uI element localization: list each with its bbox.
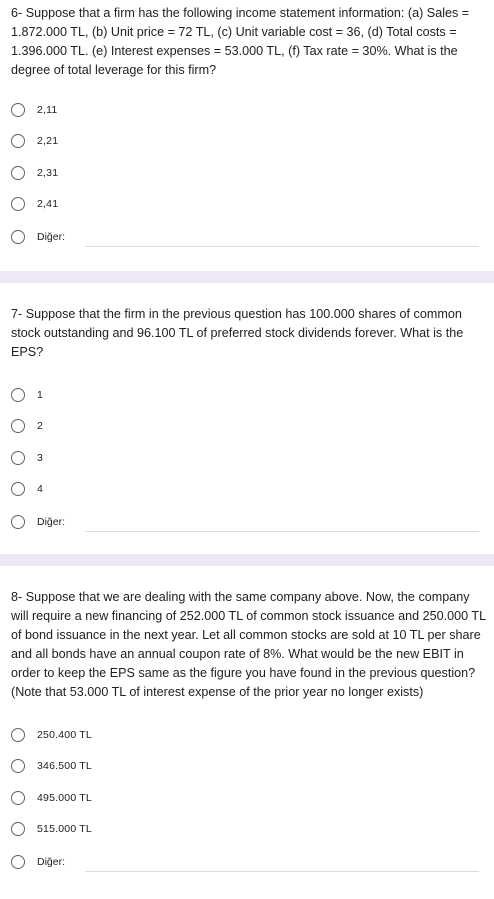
option-4[interactable] bbox=[0, 474, 494, 506]
option-other[interactable] bbox=[0, 845, 494, 879]
question-card-6 bbox=[0, 0, 494, 271]
other-text-input[interactable] bbox=[85, 228, 479, 247]
other-text-input[interactable] bbox=[85, 853, 479, 872]
option-2-11[interactable] bbox=[0, 94, 494, 126]
radio-button-icon[interactable] bbox=[11, 197, 25, 211]
option-495000[interactable] bbox=[0, 782, 494, 814]
option-label: 2,41 bbox=[37, 198, 59, 211]
option-346500[interactable] bbox=[0, 751, 494, 783]
option-3[interactable] bbox=[0, 442, 494, 474]
other-label: Diğer: bbox=[37, 231, 66, 243]
other-label: Diğer: bbox=[37, 516, 66, 528]
radio-button-icon[interactable] bbox=[11, 482, 25, 496]
options-list bbox=[0, 379, 494, 539]
option-label: 2,11 bbox=[37, 103, 58, 116]
radio-button-icon[interactable] bbox=[11, 388, 25, 402]
option-label: 2,31 bbox=[37, 166, 59, 179]
radio-button-icon[interactable] bbox=[11, 230, 25, 244]
option-other[interactable] bbox=[0, 220, 494, 254]
option-515000[interactable] bbox=[0, 814, 494, 846]
radio-button-icon[interactable] bbox=[11, 515, 25, 529]
option-label: 495.000 TL bbox=[37, 791, 92, 804]
option-label: 515.000 TL bbox=[37, 823, 92, 836]
radio-button-icon[interactable] bbox=[11, 419, 25, 433]
other-label: Diğer: bbox=[37, 856, 66, 868]
option-250400[interactable] bbox=[0, 719, 494, 751]
options-list bbox=[0, 719, 494, 879]
option-label: 346.500 TL bbox=[37, 760, 92, 773]
radio-button-icon[interactable] bbox=[11, 166, 25, 180]
section-divider bbox=[0, 271, 494, 283]
radio-button-icon[interactable] bbox=[11, 103, 25, 117]
option-label: 4 bbox=[37, 483, 44, 496]
question-text: 7- Suppose that the firm in the previous question has 100.000 shares of common stock outstanding and 96.100 TL of preferred stock dividends forever. What is the EPS? bbox=[11, 307, 464, 359]
options-list bbox=[0, 94, 494, 254]
other-text-input[interactable] bbox=[85, 513, 479, 532]
radio-button-icon[interactable] bbox=[11, 855, 25, 869]
option-label: 250.400 TL bbox=[37, 728, 92, 741]
option-label: 1 bbox=[37, 388, 44, 401]
option-label: 2 bbox=[37, 420, 44, 433]
option-other[interactable] bbox=[0, 505, 494, 539]
question-text: 6- Suppose that a firm has the following income statement information: (a) Sales = 1.872.000 TL, (b) Unit price = 72 TL, (c) Unit variable cost = 36, (d) Total costs = 1.396.000 TL. (e) Interest expenses = 53.000 TL, (f) Tax rate = 30%. What is the degree of total leverage for this firm? bbox=[11, 6, 470, 77]
option-2-21[interactable] bbox=[0, 126, 494, 158]
option-label: 2,21 bbox=[37, 135, 59, 148]
option-2-31[interactable] bbox=[0, 157, 494, 189]
radio-button-icon[interactable] bbox=[11, 451, 25, 465]
question-card-7 bbox=[0, 283, 494, 554]
section-divider bbox=[0, 554, 494, 566]
radio-button-icon[interactable] bbox=[11, 134, 25, 148]
radio-button-icon[interactable] bbox=[11, 728, 25, 742]
question-text: 8- Suppose that we are dealing with the same company above. Now, the company will require a new financing of 252.000 TL of common stock issuance and 250.000 TL of bond issuance in the next year. Let all common stocks are sold at 10 TL per share and all bonds have an annual coupon rate of 8%. What would be the new EBIT in order to keep the EPS same as the figure you have found in the previous question? (Note that 53.000 TL of interest expense of the prior year no longer exists) bbox=[11, 590, 486, 699]
option-1[interactable] bbox=[0, 379, 494, 411]
radio-button-icon[interactable] bbox=[11, 791, 25, 805]
option-label: 3 bbox=[37, 451, 44, 464]
radio-button-icon[interactable] bbox=[11, 759, 25, 773]
question-card-8 bbox=[0, 566, 494, 879]
option-2-41[interactable] bbox=[0, 189, 494, 221]
radio-button-icon[interactable] bbox=[11, 822, 25, 836]
option-2[interactable] bbox=[0, 411, 494, 443]
